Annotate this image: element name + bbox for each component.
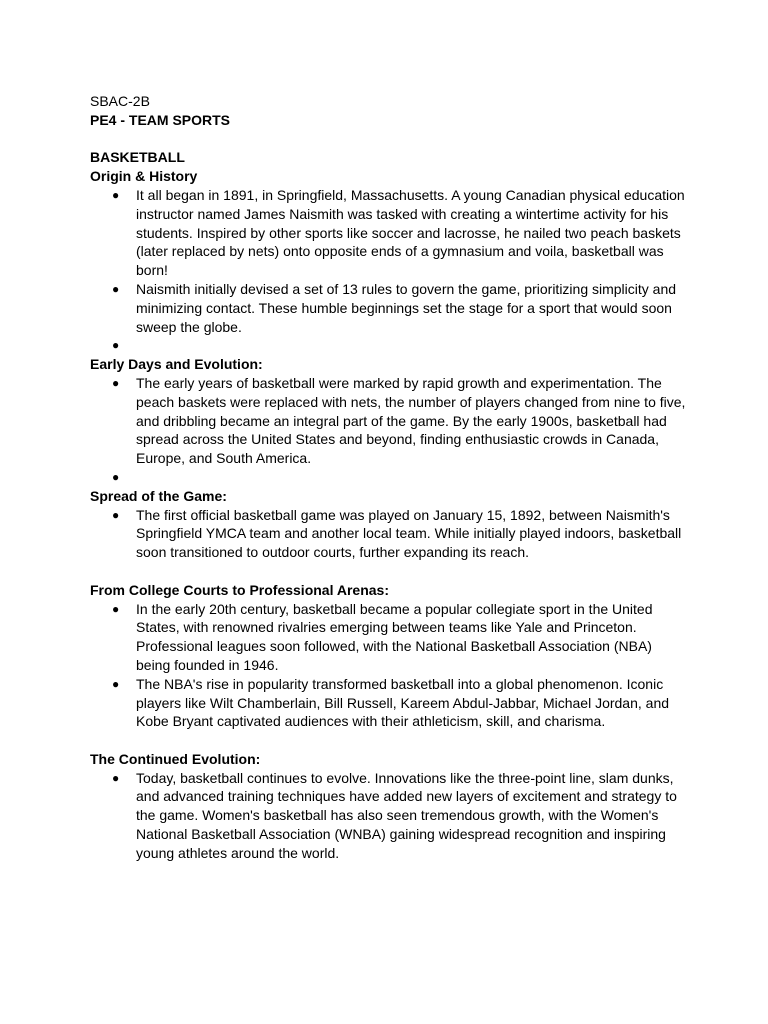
bullet-list-continued-evolution: [90, 769, 690, 863]
course-title: PE4 - TEAM SPORTS: [90, 111, 231, 128]
blank-line: [90, 562, 690, 581]
list-item: ● Naismith initially devised a set of 13 rules to govern the game, prioritizing simplicity and minimizing contact. These humble beginnings set the stage for a sport that would soon sweep the globe.: [112, 280, 677, 335]
bullet-icon: ●: [112, 338, 120, 353]
list-item: ● In the early 20th century, basketball became a popular collegiate sport in the United States, with renowned rivalries emerging between teams like Yale and Princeton. Professional leagues soon followed, with the National Basketball Association (NBA) being founded in 1946.: [112, 600, 653, 673]
list-item: ● It all began in 1891, in Springfield, Massachusetts. A young Canadian physical education instructor named James Naismith was tasked with creating a wintertime activity for his students. Inspired by other sports like soccer and lacrosse, he nailed two peach baskets (later replaced by nets) onto opposite ends of a gymnasium and voila, basketball was born!: [112, 186, 685, 279]
section-heading-spread: Spread of the Game:: [90, 487, 227, 504]
section-heading-early-days: Early Days and Evolution:: [90, 356, 263, 373]
bullet-icon: ●: [112, 375, 120, 390]
bullet-icon: ●: [112, 507, 120, 522]
list-item: ● The early years of basketball were marked by rapid growth and experimentation. The peach baskets were replaced with nets, the number of players changed from nine to five, and dribbling became an integral part of the game. By the early 1900s, basketball had spread across the United States and beyond, finding enthusiastic crowds in Canada, Europe, and South America.: [112, 374, 686, 467]
bullet-icon: ●: [112, 469, 120, 484]
bullet-list-early-days: [90, 374, 690, 487]
list-item: ● Today, basketball continues to evolve. Innovations like the three-point line, slam dunks, and advanced training techniques have added new layers of excitement and strategy to the game. Women's basketball has also seen tremendous growth, with the Women's National Basketball Association (WNBA) gaining widespread recognition and inspiring young athletes around the world.: [112, 769, 677, 861]
section-heading-college-to-pro: From College Courts to Professional Arenas:: [90, 581, 389, 598]
bullet-list-origin: [90, 186, 690, 355]
bullet-icon: ●: [112, 187, 120, 202]
blank-line: [90, 130, 690, 149]
document-page: [90, 92, 690, 863]
section-heading-origin: Origin & History: [90, 168, 198, 185]
section-heading-continued-evolution: The Continued Evolution:: [90, 750, 261, 767]
bullet-list-spread: [90, 506, 690, 562]
bullet-icon: ●: [112, 601, 120, 616]
list-item: ● The NBA's rise in popularity transformed basketball into a global phenomenon. Iconic players like Wilt Chamberlain, Bill Russell, Kareem Abdul-Jabbar, Michael Jordan, and Kobe Bryant captivated audiences with their athleticism, skill, and charisma.: [112, 675, 670, 730]
list-item: [90, 468, 690, 487]
bullet-icon: ●: [112, 676, 120, 691]
list-item: ● The first official basketball game was played on January 15, 1892, between Naismith's Springfield YMCA team and another local team. While initially played indoors, basketball soon transitioned to outdoor courts, further expanding its reach.: [112, 506, 682, 561]
bullet-list-college-to-pro: [90, 600, 690, 732]
bullet-icon: ●: [112, 770, 120, 785]
document-code: SBAC-2B: [90, 93, 150, 109]
blank-line: [90, 731, 690, 750]
list-item: [90, 336, 690, 355]
bullet-icon: ●: [112, 281, 120, 296]
topic-title: BASKETBALL: [90, 149, 185, 166]
